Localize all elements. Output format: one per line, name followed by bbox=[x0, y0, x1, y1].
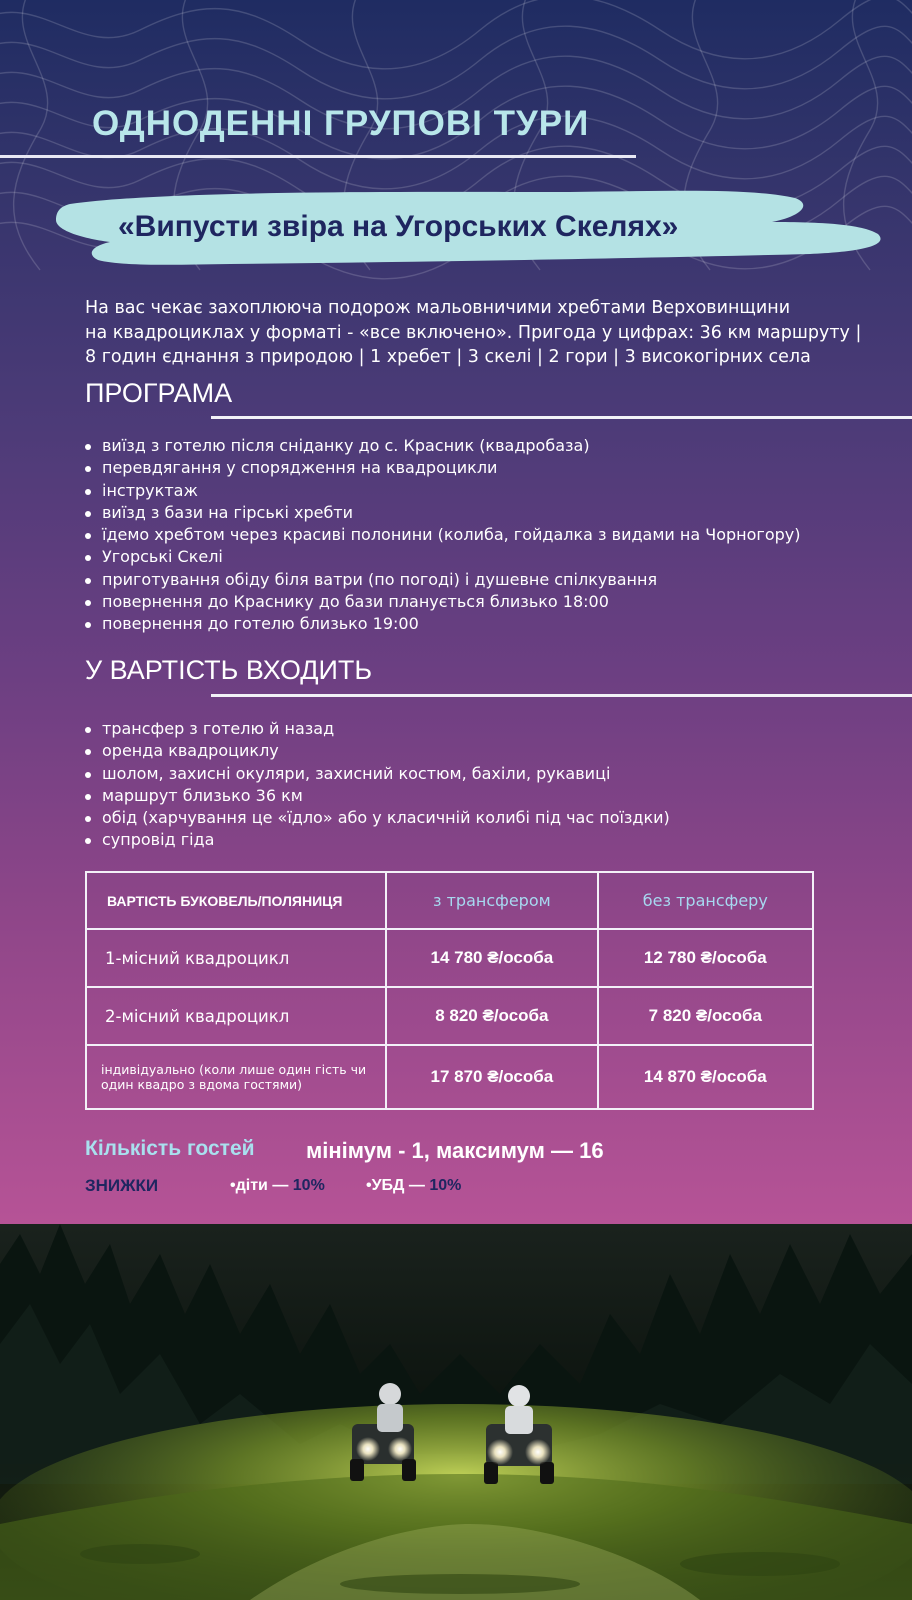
intro-line: На вас чекає захоплююча подорож мальовничими хребтами Верховинщини bbox=[85, 298, 791, 318]
row-label: 2-місний квадроцикл bbox=[86, 987, 386, 1045]
page-title: ОДНОДЕННІ ГРУПОВІ ТУРИ bbox=[92, 104, 590, 143]
discount-item bbox=[230, 1177, 325, 1195]
guests-value: мінімум - 1, максимум — 16 bbox=[306, 1138, 604, 1163]
list-item: маршрут близько 36 км bbox=[82, 785, 670, 807]
discounts-label: ЗНИЖКИ bbox=[85, 1176, 159, 1195]
tour-name: «Випусти звіра на Угорських Скелях» bbox=[118, 210, 679, 243]
list-item: Угорські Скелі bbox=[82, 546, 800, 568]
list-item: виїзд з бази на гірські хребти bbox=[82, 502, 800, 524]
guests-label: Кількість гостей bbox=[85, 1137, 255, 1160]
discount-item bbox=[366, 1177, 461, 1195]
wave-pattern bbox=[0, 0, 912, 320]
price-with-transfer: 14 780 ₴/особа bbox=[386, 929, 597, 987]
list-item: повернення до Краснику до бази планується близько 18:00 bbox=[82, 591, 800, 613]
atv-night-forest-photo bbox=[0, 1224, 912, 1600]
program-list bbox=[82, 435, 800, 636]
intro-text bbox=[85, 296, 875, 370]
list-item: повернення до готелю близько 19:00 bbox=[82, 613, 800, 635]
intro-line: на квадроциклах у форматі - «все включено». Пригода у цифрах: 36 км маршруту | bbox=[85, 322, 862, 343]
price-with-transfer: 8 820 ₴/особа bbox=[386, 987, 597, 1045]
included-heading: У ВАРТІСТЬ ВХОДИТЬ bbox=[85, 655, 373, 685]
title-divider bbox=[0, 155, 636, 158]
list-item: обід (харчування це «їдло» або у класичній колибі під час поїздки) bbox=[82, 807, 670, 829]
table-row bbox=[86, 929, 813, 987]
price-table-title: ВАРТІСТЬ БУКОВЕЛЬ/ПОЛЯНИЦЯ bbox=[86, 872, 386, 929]
discount-name: •УБД — bbox=[366, 1177, 430, 1194]
price-without-transfer: 14 870 ₴/особа bbox=[598, 1045, 813, 1109]
list-item: трансфер з готелю й назад bbox=[82, 718, 670, 740]
program-heading: ПРОГРАМА bbox=[85, 378, 233, 408]
table-row bbox=[86, 987, 813, 1045]
list-item: їдемо хребтом через красиві полонини (колиба, гойдалка з видами на Чорногору) bbox=[82, 524, 800, 546]
list-item: перевдягання у спорядження на квадроцикли bbox=[82, 457, 800, 479]
included-list bbox=[82, 718, 670, 852]
list-item: шолом, захисні окуляри, захисний костюм, бахіли, рукавиці bbox=[82, 763, 670, 785]
table-header-row bbox=[86, 872, 813, 929]
intro-line: 8 годин єднання з природою | 1 хребет | 3 скелі | 2 гори | 3 високогірних села bbox=[85, 347, 811, 367]
included-divider bbox=[211, 694, 912, 697]
list-item: супровід гіда bbox=[82, 829, 670, 851]
col-with-transfer: з трансфером bbox=[386, 872, 597, 929]
row-label: 1-місний квадроцикл bbox=[86, 929, 386, 987]
list-item: інструктаж bbox=[82, 480, 800, 502]
list-item: приготування обіду біля ватри (по погоді) і душевне спілкування bbox=[82, 569, 800, 591]
program-divider bbox=[211, 416, 912, 419]
list-item: оренда квадроциклу bbox=[82, 740, 670, 762]
discount-percent: 10% bbox=[292, 1177, 325, 1194]
col-without-transfer: без трансферу bbox=[598, 872, 813, 929]
price-without-transfer: 7 820 ₴/особа bbox=[598, 987, 813, 1045]
discount-percent: 10% bbox=[429, 1177, 462, 1194]
price-without-transfer: 12 780 ₴/особа bbox=[598, 929, 813, 987]
price-table bbox=[85, 871, 814, 1110]
row-label: індивідуально (коли лише один гість чи один квадро з вдома гостями) bbox=[86, 1045, 386, 1109]
price-with-transfer: 17 870 ₴/особа bbox=[386, 1045, 597, 1109]
discount-name: •діти — bbox=[230, 1177, 293, 1194]
list-item: виїзд з готелю після сніданку до с. Красник (квадробаза) bbox=[82, 435, 800, 457]
table-row bbox=[86, 1045, 813, 1109]
